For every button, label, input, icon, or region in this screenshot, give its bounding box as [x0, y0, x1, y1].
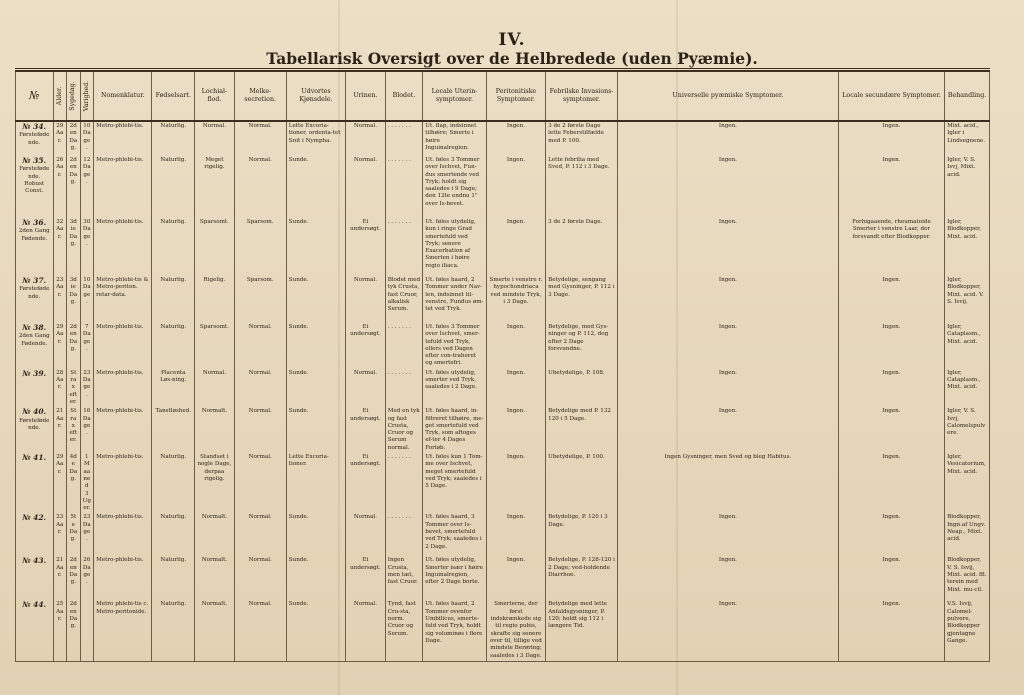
cell-udvortes: Sunde.	[286, 407, 345, 453]
column-header-behandling: Behandling.	[945, 71, 990, 121]
cell-sygedag: Strax efter.	[67, 407, 81, 453]
cell-univ: Ingen.	[618, 323, 839, 369]
cell-periton: Ingen.	[486, 323, 545, 369]
column-header-melkesecretion: Melke-secretion.	[234, 71, 286, 121]
cell-varighed: 10 Dage.	[80, 121, 94, 156]
cell-alder: 26 Aar.	[53, 156, 67, 218]
header-row	[16, 71, 990, 121]
cell-blod: . . . . . . .	[385, 218, 423, 276]
cell-periton: Ingen.	[486, 407, 545, 453]
cell-melk: Sparsom.	[234, 276, 286, 323]
case-number: № 42.	[22, 513, 47, 523]
case-number: № 38.	[22, 323, 47, 332]
cell-varighed: 23 Dage.	[80, 369, 94, 407]
case-note: 2den Gang Fødende.	[18, 333, 50, 347]
cell-sygedag: Strax efter.	[67, 369, 81, 407]
cell-sygedag: 3die Dag.	[67, 276, 81, 323]
cell-urin: Ei undersøgt.	[346, 556, 386, 600]
column-header-num: №	[16, 71, 54, 121]
cell-varighed: 23 Dage.	[80, 513, 94, 556]
case-number: № 39.	[22, 368, 47, 378]
case-number-cell	[16, 453, 54, 513]
cell-fodsel: Naturlig.	[152, 156, 195, 218]
cell-sek: Ingen.	[838, 276, 944, 323]
cell-periton: Ingen.	[486, 556, 545, 600]
case-number-cell	[16, 218, 54, 276]
cell-urin: Ei undersøgt.	[346, 218, 386, 276]
table-row	[16, 276, 990, 323]
cell-udvortes: Lette Excoria-tioner, ordenta-tet Snit i Nympha.	[286, 121, 345, 156]
cell-urin: Ei undersøgt.	[346, 407, 386, 453]
cell-lochial: Normalt.	[195, 600, 235, 661]
cell-nomenklatur: Metro-phlebi-tis.	[94, 323, 152, 369]
case-number: № 34.	[22, 122, 47, 131]
cell-periton: Ingen.	[486, 369, 545, 407]
top-rule	[15, 68, 990, 69]
cell-fodsel: Tanstløshed.	[152, 407, 195, 453]
cell-sygedag: 2den Dag.	[67, 323, 81, 369]
cell-feber: Ubetydelige, P. 108.	[546, 369, 618, 407]
cell-melk: Sparsom.	[234, 218, 286, 276]
cell-alder: 29 Aar.	[53, 453, 67, 513]
cell-blod: . . . . . . .	[385, 453, 423, 513]
cell-periton: Smerte i venstre r. hypochondriaca ved mindste Tryk, i 3 Dage.	[486, 276, 545, 323]
cell-behandling: Blodkopper, Ingn.af Ungv. Neap., Mixt. acid.	[945, 513, 990, 556]
column-header-blodet: Blodet.	[385, 71, 423, 121]
case-number-cell	[16, 323, 54, 369]
page-title: Tabellarisk Oversigt over de Helbredede (uden Pyæmie).	[266, 49, 758, 68]
cell-lokale: Ut. føles haard, 3 Tommer over Is-bevet, smertefuld ved Tryk; saaledes i 2 Dage.	[423, 513, 487, 556]
cell-feber: Betydelige med P. 132 120 i 5 Dage.	[546, 407, 618, 453]
cell-varighed: 26 Dage.	[80, 556, 94, 600]
cell-alder: 21 Aar.	[53, 556, 67, 600]
cell-udvortes: Sunde.	[286, 600, 345, 661]
cell-feber: 3 de 2 første Dage lette Feberstilfælde med P. 100.	[546, 121, 618, 156]
cell-alder: 23 Aar.	[53, 276, 67, 323]
case-note: Førstefødende.	[19, 417, 50, 431]
column-header-fodselsart: Fødselsart.	[152, 71, 195, 121]
cell-blod: . . . . . . .	[385, 121, 423, 156]
cell-sek: Forbigaaende, rheumatoide Smerter i venstre Laar, der forsvandt efter Blodkopper.	[838, 218, 944, 276]
table-body	[16, 121, 990, 661]
case-number-cell	[16, 513, 54, 556]
cell-sygedag: 2den Dag.	[67, 121, 81, 156]
cell-melk: Normal.	[234, 453, 286, 513]
cell-behandling: Igler, Blodkopper, Mixt. acid. V. S. Isvij.	[945, 276, 990, 323]
case-number-cell	[16, 156, 54, 218]
cell-lokale: Ut. føles 3 Tommer over Ischvet, Fun-dus smertende ved Tryk; holdt sig saaledes i 9 Dage; den 12te endnu 1" over Is-bevet.	[423, 156, 487, 218]
cell-udvortes: Sunde.	[286, 513, 345, 556]
cell-varighed: 30 Dage.	[80, 218, 94, 276]
cell-blod: Blodet med tyk Crusta, fast Cruor, alkalisk Serum.	[385, 276, 423, 323]
column-header-secundaere: Locale secundære Symptomer.	[838, 71, 944, 121]
case-number: № 43.	[22, 556, 47, 566]
case-note: Førstefødende. Robust Const.	[19, 166, 50, 195]
cell-nomenklatur: Metro-phlebi-tis.	[94, 218, 152, 276]
cell-univ: Ingen.	[618, 407, 839, 453]
cell-melk: Normal.	[234, 407, 286, 453]
cell-behandling: Igler, Vesicatorium, Mixt. acid.	[945, 453, 990, 513]
cell-urin: Normal.	[346, 369, 386, 407]
cell-melk: Normal.	[234, 600, 286, 661]
table-row	[16, 600, 990, 661]
cell-behandling: Igler, V. S. Isvj, Calomelspulvere.	[945, 407, 990, 453]
table-row	[16, 156, 990, 218]
cell-fodsel: Placenta Løs-ning.	[152, 369, 195, 407]
column-header-udvortes: Udvortes Kjønsdele.	[286, 71, 345, 121]
cell-urin: Ei undersøgt.	[346, 453, 386, 513]
cell-fodsel: Naturlig.	[152, 323, 195, 369]
cell-blod: . . . . . . .	[385, 323, 423, 369]
table-row	[16, 369, 990, 407]
case-number: № 35.	[22, 156, 47, 165]
cell-lochial: Sparsomt.	[195, 323, 235, 369]
case-number-cell	[16, 276, 54, 323]
column-header-nomenklatur: Nomenklatur.	[94, 71, 152, 121]
table-row	[16, 218, 990, 276]
cell-urin: Normal.	[346, 121, 386, 156]
cell-alder: 29 Aar.	[53, 121, 67, 156]
cell-behandling: V.S. Isvij, Calomel-pulvere, Blodkopper gjentagne Gange.	[945, 600, 990, 661]
cell-lokale: Ut. føles utydelig, Smerter især i høire Inguinalregion, efter 2 Dage borte.	[423, 556, 487, 600]
cell-urin: Normal.	[346, 156, 386, 218]
cell-udvortes: Sunde.	[286, 218, 345, 276]
cell-fodsel: Naturlig.	[152, 600, 195, 661]
cell-sygedag: 2den Dag.	[67, 156, 81, 218]
cell-fodsel: Naturlig.	[152, 513, 195, 556]
case-number-cell	[16, 407, 54, 453]
cell-blod: Tynd, fast Cru-sta, norm. Cruor og Serum.	[385, 600, 423, 661]
column-header-febrilske: Febrilske Invasions-symptomer.	[546, 71, 618, 121]
table-row	[16, 453, 990, 513]
cell-behandling: Igler, Blodkopper, Mixt. acid.	[945, 218, 990, 276]
cell-fodsel: Naturlig.	[152, 121, 195, 156]
cell-varighed: 16 Dage.	[80, 407, 94, 453]
table-row	[16, 407, 990, 453]
cell-lochial: Rigelig.	[195, 276, 235, 323]
cell-feber: Lette febrilia med Sved, P. 112 i 3 Dage.	[546, 156, 618, 218]
cell-lokale: Ut. føles haard, 2 Tommer under Nav-len, indsinnet til-venstre, Fundus øm-tet ved Tryk.	[423, 276, 487, 323]
cell-alder: 21 Aar.	[53, 407, 67, 453]
cell-univ: Ingen.	[618, 513, 839, 556]
cell-lochial: Sparsomt.	[195, 218, 235, 276]
cell-periton: Ingen.	[486, 121, 545, 156]
cell-lochial: Normalt.	[195, 513, 235, 556]
cell-udvortes: Sunde.	[286, 156, 345, 218]
cell-sek: Ingen.	[838, 453, 944, 513]
cell-nomenklatur: Metro-phlebi-tis.	[94, 407, 152, 453]
cell-udvortes: Sunde.	[286, 556, 345, 600]
column-header-peritonitiske: Peritonitiske Symptomer.	[486, 71, 545, 121]
cell-periton: Ingen.	[486, 156, 545, 218]
cell-alder: 32 Aar.	[53, 218, 67, 276]
case-note: Førstefødende.	[19, 132, 50, 146]
cell-lokale: Ut. føles haard, 2 Tommer ovenfor Umbilicus, smerte-fuld ved Tryk, holdt sig voluminøs i flere Dage.	[423, 600, 487, 661]
cell-melk: Normal.	[234, 323, 286, 369]
cell-nomenklatur: Metro phlebi-tis c. Metro-peritonide.	[94, 600, 152, 661]
cell-univ: Ingen.	[618, 121, 839, 156]
cell-nomenklatur: Metro-phlebi-tis.	[94, 513, 152, 556]
column-header-lochialflod: Lochial-flod.	[195, 71, 235, 121]
case-number: № 36.	[22, 218, 47, 227]
table-row	[16, 513, 990, 556]
cell-urin: Normal.	[346, 276, 386, 323]
cell-lochial: Normal.	[195, 369, 235, 407]
cell-univ: Ingen.	[618, 556, 839, 600]
case-note: 2den Gang Fødende.	[18, 228, 50, 242]
cell-feber: Betydelige med lette Anfaldsgysninger, P. 120; holdt sig 112 i længere Tid.	[546, 600, 618, 661]
cell-lokale: Ut. føles 3 Tommer over Ischvet, smer-tefuld ved Tryk, ellers ved Dagen efter con-traheret og smertefri.	[423, 323, 487, 369]
cell-varighed: 7 Dage.	[80, 323, 94, 369]
cell-behandling: Blodkopper, V. S. Isvij, Mixt. acid. ffl. terein med Mixt. mu-cil.	[945, 556, 990, 600]
cell-varighed: 10 Dage.	[80, 276, 94, 323]
column-header-locale-uterin: Locale Uterin-symptomer.	[423, 71, 487, 121]
cell-sygedag: 2den Dag.	[67, 600, 81, 661]
cell-fodsel: Naturlig.	[152, 218, 195, 276]
case-number: № 41.	[22, 453, 47, 463]
cell-sek: Ingen.	[838, 407, 944, 453]
cell-lokale: Ut. føles haard, in-filtreret tilhøire, me-get smertefuld ved Tryk, som aftoges ef-ter 4 Dages Forløb.	[423, 407, 487, 453]
cell-udvortes: Lette Excoria-tioner.	[286, 453, 345, 513]
cell-blod: Med en tyk og fast Crusta, Cruor og Serum normal.	[385, 407, 423, 453]
cell-univ: Ingen.	[618, 369, 839, 407]
cell-varighed: 12 Dage.	[80, 156, 94, 218]
cell-lochial: Meget rigelig.	[195, 156, 235, 218]
cell-udvortes: Sunde.	[286, 323, 345, 369]
cell-feber: Betydelige, med Gys-ninger og P. 112, dog efter 2 Dage forsvundne.	[546, 323, 618, 369]
cell-alder: 29 Aar.	[53, 323, 67, 369]
cell-nomenklatur: Metro-phlebi-tis.	[94, 156, 152, 218]
column-header-sygedag: Sygedag.	[67, 71, 81, 121]
cell-varighed	[80, 600, 94, 661]
case-number-cell	[16, 556, 54, 600]
cell-feber: Betydelige, P. 128-120 i 2 Dage; ved-holdende Diarrhoe.	[546, 556, 618, 600]
cell-urin: Normal.	[346, 513, 386, 556]
cell-sek: Ingen.	[838, 369, 944, 407]
cell-periton: Ingen.	[486, 218, 545, 276]
cell-behandling: Igler, Cataplasm., Mixt. acid.	[945, 369, 990, 407]
cell-univ: Ingen.	[618, 600, 839, 661]
cell-melk: Normal.	[234, 369, 286, 407]
cell-univ: Ingen.	[618, 156, 839, 218]
cell-blod: . . . . . . .	[385, 369, 423, 407]
cell-univ: Ingen.	[618, 276, 839, 323]
cell-blod: . . . . . . .	[385, 513, 423, 556]
cell-nomenklatur: Metro-phlebi-tis.	[94, 453, 152, 513]
cell-behandling: Mixt. acid., Igler i Lindsegnene.	[945, 121, 990, 156]
cell-lochial: Normalt.	[195, 556, 235, 600]
cell-melk: Normal.	[234, 156, 286, 218]
case-number-cell	[16, 600, 54, 661]
cell-behandling: Igler, Cataplasm., Mixt. acid.	[945, 323, 990, 369]
cell-varighed: 1 Maaned 3 Uger.	[80, 453, 94, 513]
column-header-varighed: Varighed.	[80, 71, 94, 121]
cell-alder: 28 Aar.	[53, 369, 67, 407]
cell-periton: Smerterne, der først indskrænkede sig til regio pubis, skrafte sig senere over til, tillige ved mindste Berøring; saaledes i 3 Dage.	[486, 600, 545, 661]
cell-lokale: Ut. føles kun 1 Tom-me over Ischvet, meget smertefuld ved Tryk; saaledes i 5 Dage.	[423, 453, 487, 513]
cell-univ: Ingen Gysninger, men Sved og bleg Habitus.	[618, 453, 839, 513]
cell-sygedag: 2den Dag.	[67, 556, 81, 600]
cell-sygedag: 5te Dag.	[67, 513, 81, 556]
cell-blod: . . . . . . .	[385, 156, 423, 218]
cell-urin: Ei undersøgt.	[346, 323, 386, 369]
cell-blod: Ingen Crusta, men tæt, fast Cruor.	[385, 556, 423, 600]
case-note: Førstefødende.	[19, 286, 50, 300]
cell-univ: Ingen.	[618, 218, 839, 276]
cell-periton: Ingen.	[486, 453, 545, 513]
cell-fodsel: Naturlig.	[152, 556, 195, 600]
table-row	[16, 323, 990, 369]
case-number-cell	[16, 369, 54, 407]
column-header-urinen: Urinen.	[346, 71, 386, 121]
cell-feber: Betydelige, P. 120 i 3 Dage.	[546, 513, 618, 556]
cell-lokale: Ut. føles utydelig, kun i ringe Grad smertefuld ved Tryk; senere Exacerbation af Smerten i høire regio iliaca.	[423, 218, 487, 276]
column-header-alder: Alder.	[53, 71, 67, 121]
cell-urin: Normal.	[346, 600, 386, 661]
cell-melk: Normal.	[234, 513, 286, 556]
cell-sek: Ingen.	[838, 513, 944, 556]
cell-fodsel: Naturlig.	[152, 276, 195, 323]
cell-fodsel: Naturlig.	[152, 453, 195, 513]
cell-sek: Ingen.	[838, 121, 944, 156]
cell-feber: 3 de 2 første Dage.	[546, 218, 618, 276]
cell-alder: 23 Aar.	[53, 513, 67, 556]
cell-sek: Ingen.	[838, 600, 944, 661]
cell-udvortes: Sunde.	[286, 276, 345, 323]
table-row	[16, 556, 990, 600]
cell-udvortes: Sunde.	[286, 369, 345, 407]
cell-melk: Normal.	[234, 121, 286, 156]
cell-nomenklatur: Metro-phlebi-tis.	[94, 556, 152, 600]
cell-sek: Ingen.	[838, 323, 944, 369]
cell-sek: Ingen.	[838, 156, 944, 218]
cell-feber: Ubetydelige, P. 100.	[546, 453, 618, 513]
cell-behandling: Igler, V. S. Isvj, Mixt. acid.	[945, 156, 990, 218]
cell-sek: Ingen.	[838, 556, 944, 600]
cell-feber: Betydelige, sengang med Gysninger, P. 112 i 3 Dage.	[546, 276, 618, 323]
cell-lokale: Ut. føles utydelig, smerter ved Tryk, saaledes i 2 Dage.	[423, 369, 487, 407]
cell-lochial: Normalt.	[195, 407, 235, 453]
case-number-cell	[16, 121, 54, 156]
case-number: № 40.	[22, 407, 47, 417]
cell-sygedag: 4de Dag.	[67, 453, 81, 513]
cell-lokale: Ut. flap, indsinnet tilhøire; Smerte i høire Inguinalregion.	[423, 121, 487, 156]
cell-periton: Ingen.	[486, 513, 545, 556]
table-row	[16, 121, 990, 156]
cell-melk: Normal.	[234, 556, 286, 600]
table-number: IV.	[498, 30, 526, 50]
cell-lochial: Normal.	[195, 121, 235, 156]
overview-table	[15, 70, 990, 662]
cell-sygedag: 3die Dag.	[67, 218, 81, 276]
cell-nomenklatur: Metro-phlebi-tis & Metro-periton. retar-data.	[94, 276, 152, 323]
cell-alder: 25 Aar.	[53, 600, 67, 661]
cell-nomenklatur: Metro-phlebi-tis.	[94, 369, 152, 407]
cell-lochial: Standset i nogle Dage, derpaa rigelig.	[195, 453, 235, 513]
column-header-universelle: Universelle pyæmiske Symptomer.	[618, 71, 839, 121]
case-number: № 44.	[22, 600, 47, 610]
cell-nomenklatur: Metro-phlebi-tis.	[94, 121, 152, 156]
case-number: № 37.	[22, 276, 47, 285]
